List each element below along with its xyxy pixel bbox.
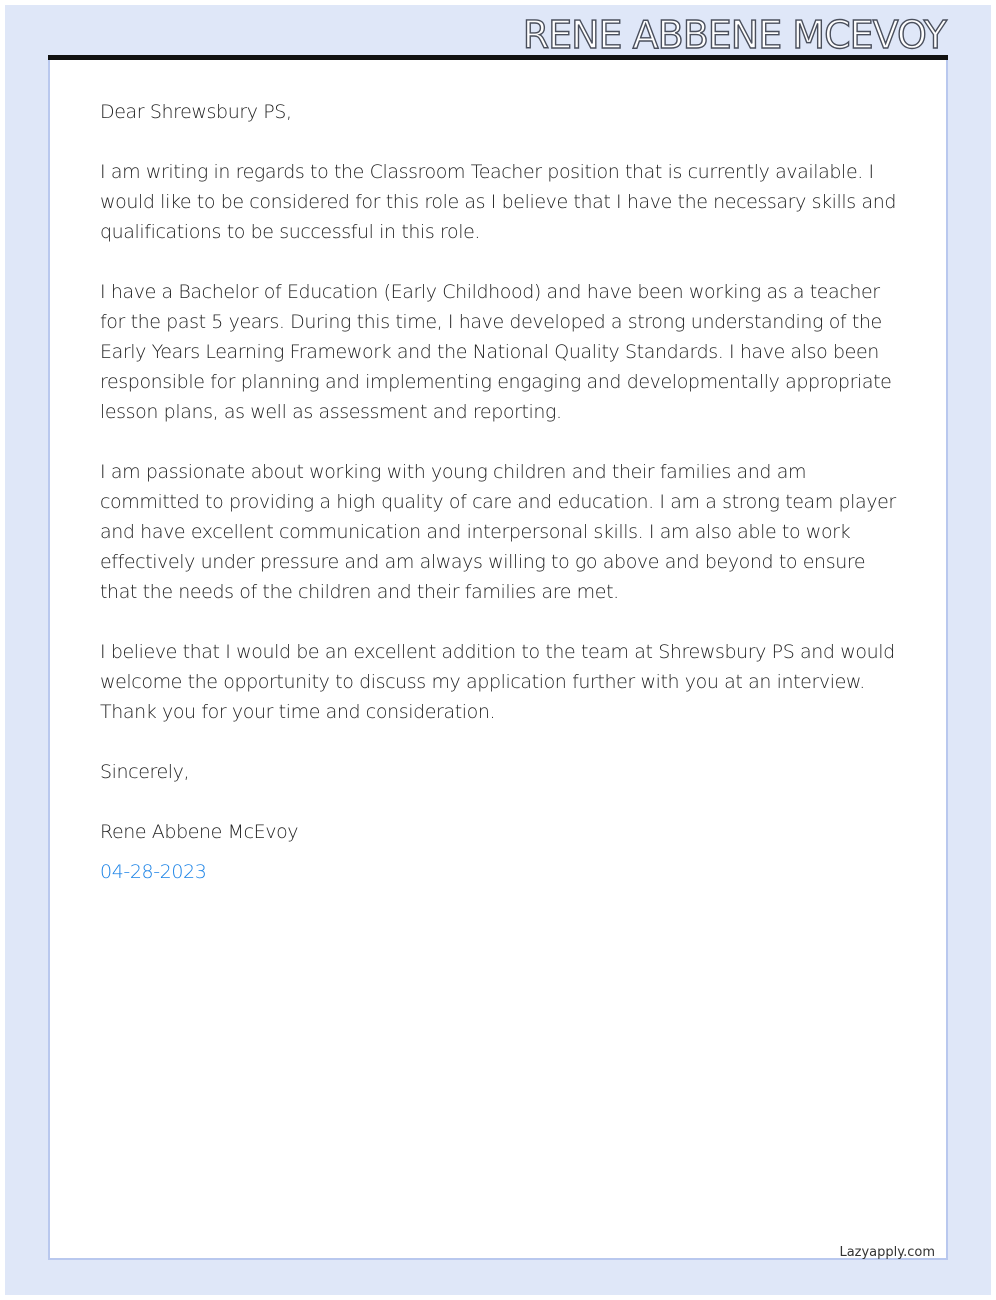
letter-paragraph: I have a Bachelor of Education (Early Childhood) and have been working as a teacher for the past 5 years. During this time, I have developed a strong understanding of the Early Years Learning Framework and the National Quality Standards. I have also been responsible for planning and implementing engaging and developmentally appropriate lesson plans, as well as assessment and reporting. — [100, 281, 892, 423]
signature-name: Rene Abbene McEvoy — [100, 821, 299, 843]
letter-date: 04-28-2023 — [100, 861, 207, 883]
salutation: Dear Shrewsbury PS, — [100, 101, 292, 123]
letter-paragraph: I am passionate about working with young children and their families and am committed to providing a high quality of care and education. I am a strong team player and have excellent communication and interpersonal skills. I am also able to work effectively under pressure and am always willing to go above and beyond to ensure that the needs of the children and their families are met. — [100, 461, 896, 603]
applicant-name-header: RENE ABBENE MCEVOY — [522, 13, 946, 57]
footer-brand: Lazyapply.com — [839, 1245, 935, 1260]
letter-paragraph: I believe that I would be an excellent addition to the team at Shrewsbury PS and would welcome the opportunity to discuss my application further with you at an interview. Thank you for your time and consideration. — [100, 641, 895, 723]
letter-paragraph: I am writing in regards to the Classroom Teacher position that is currently available. I would like to be considered for this role as I believe that I have the necessary skills and qualifications to be successful in this role. — [100, 161, 896, 243]
closing: Sincerely, — [100, 761, 190, 783]
cover-letter-body — [100, 97, 900, 917]
